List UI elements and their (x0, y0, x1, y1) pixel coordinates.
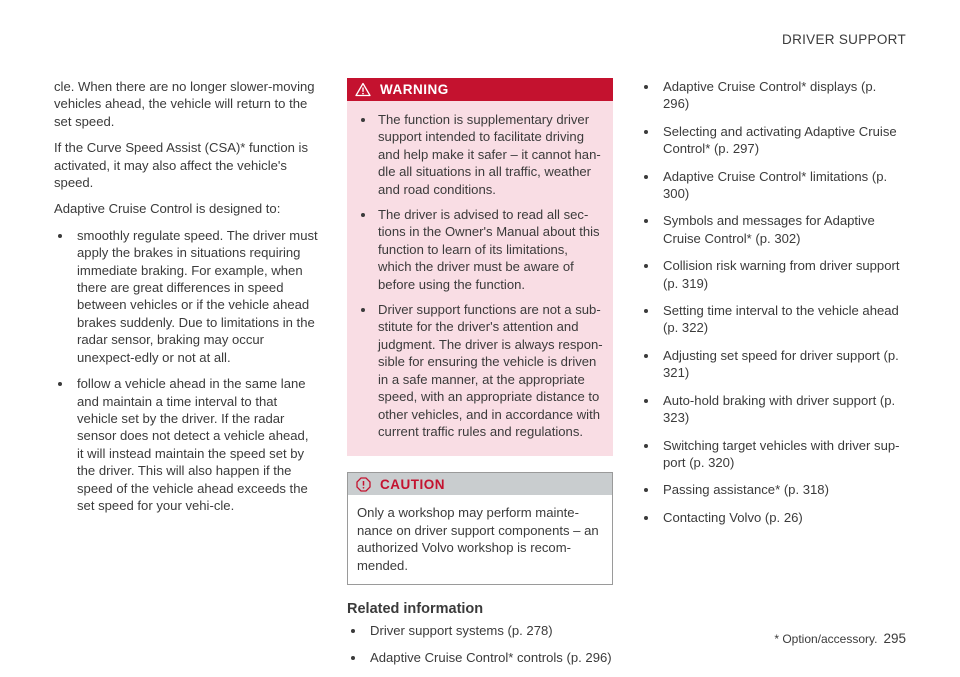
related-link[interactable]: Auto-hold braking with driver support (p. 323) (640, 392, 906, 427)
list-item: The driver is advised to read all sec-tions in the Owner's Manual about this function to learn of its limitations, which the driver must be aware of before using the function. (357, 206, 603, 293)
caution-text: Only a workshop may perform mainte-nance on driver support components – an authorized Volvo workshop is recom-mended. (357, 505, 599, 573)
related-link[interactable]: Selecting and activating Adaptive Cruise Control* (p. 297) (640, 123, 906, 158)
related-link[interactable]: Adaptive Cruise Control* displays (p. 296) (640, 78, 906, 113)
related-information-heading: Related information (347, 600, 484, 617)
warning-triangle-icon (355, 82, 371, 97)
list-item: follow a vehicle ahead in the same lane and maintain a time interval to that vehicle set by the driver. If the radar sensor does not detect a vehicle ahead, it will instead maintain the speed set by the driver. This will also happen if the speed of the vehicle ahead exceeds the set speed for your vehi-cle. (54, 375, 318, 514)
warning-box (347, 78, 613, 456)
paragraph: cle. When there are no longer slower-moving vehicles ahead, the vehicle will return to the set speed. (54, 79, 315, 129)
warning-title: WARNING (380, 81, 449, 97)
list-item: The function is supplementary driver support intended to facilitate driving and help make it safer – it cannot han-dle all situations in all traffic, weather and road conditions. (357, 111, 603, 198)
feature-list (54, 227, 318, 515)
list-item: Driver support functions are not a sub-stitute for the driver's attention and judgment. The driver is always respon-sible for ensuring the vehicle is driven in a safe manner, at the appropriate speed, with an appropriate distance to other vehicles, and in accordance with current traffic rules and regulations. (357, 301, 603, 440)
column-right (640, 78, 906, 536)
paragraph: If the Curve Speed Assist (CSA)* function is activated, it may also affect the vehicle's speed. (54, 140, 308, 191)
related-link[interactable]: Switching target vehicles with driver sup-port (p. 320) (640, 437, 906, 472)
caution-title: CAUTION (380, 476, 445, 492)
column-middle (347, 78, 613, 675)
related-list-continued (640, 78, 906, 526)
caution-header (348, 473, 612, 495)
column-left (54, 78, 318, 523)
page-number: 295 (883, 631, 906, 646)
related-link[interactable]: Passing assistance* (p. 318) (640, 481, 906, 498)
footnote: * Option/accessory. (774, 632, 878, 646)
caution-box (347, 472, 613, 585)
related-link[interactable]: Adaptive Cruise Control* controls (p. 296) (347, 649, 613, 666)
section-header: DRIVER SUPPORT (782, 32, 906, 47)
related-link[interactable]: Contacting Volvo (p. 26) (640, 509, 906, 526)
related-link[interactable]: Adjusting set speed for driver support (p. 321) (640, 347, 906, 382)
warning-list (347, 101, 613, 456)
related-link[interactable]: Adaptive Cruise Control* limitations (p. 300) (640, 168, 906, 203)
warning-header (347, 78, 613, 101)
related-link[interactable]: Setting time interval to the vehicle ahead (p. 322) (640, 302, 906, 337)
related-link[interactable]: Driver support systems (p. 278) (347, 622, 613, 639)
paragraph: Adaptive Cruise Control is designed to: (54, 201, 281, 217)
related-link[interactable]: Symbols and messages for Adaptive Cruise Control* (p. 302) (640, 212, 906, 247)
page-footer (774, 631, 906, 646)
related-link[interactable]: Collision risk warning from driver support (p. 319) (640, 257, 906, 292)
list-item: smoothly regulate speed. The driver must apply the brakes in situations requiring immediate braking. For example, when there are great differences in speed between vehicles or if the vehicle ahead brakes suddenly. Due to limitations in the radar sensor, braking may occur unexpect-edly or not at all. (54, 227, 318, 366)
caution-icon (356, 477, 371, 492)
related-list (347, 622, 613, 666)
